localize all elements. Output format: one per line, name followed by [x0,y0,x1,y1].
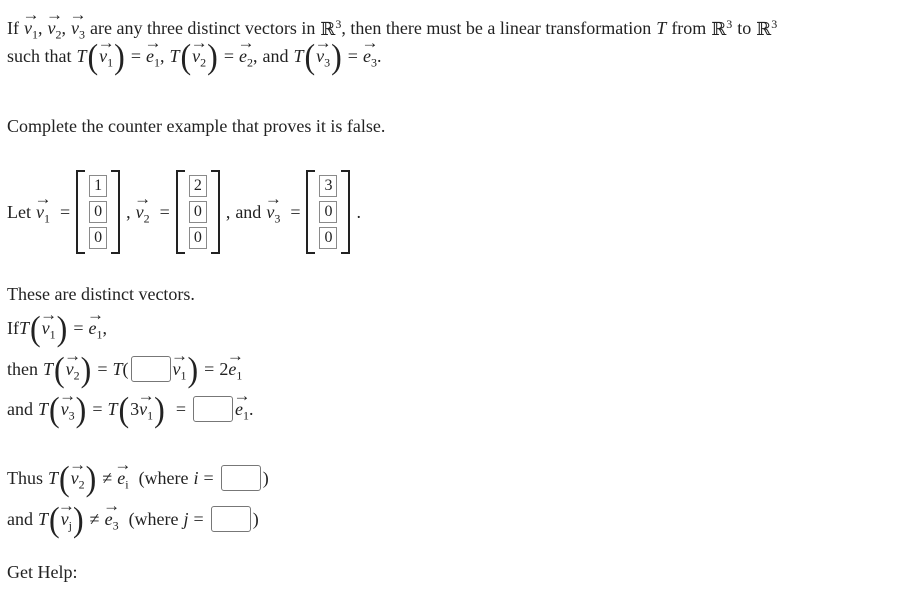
then-statement: then T ( → $v_2$ ) = T ( → $v_1$ ) = 2 → $e_1$ [7,353,242,385]
v1-entry-1[interactable]: 1 [89,175,107,197]
problem-statement-line-2: such that T ( → $v_1$ ) = → $e_1$ , T ( → $v_2$ ) = → $e_2$ , and T ( → $v_3$ ) = → $e_3$ . [7,40,381,72]
scalar-input-v2[interactable] [131,356,171,382]
vector-definitions: Let → $v_1$ = 1 0 0 , → $v_2$ = 2 0 0 , and → $v_3$ = 3 0 0 . [7,170,361,254]
v2-entry-2[interactable]: 0 [189,201,207,223]
if-text: If [7,17,19,38]
codomain-symbol: ℝ$^3$ [756,16,778,39]
and-text: and [235,201,262,222]
if-statement: If T ( → $v_1$ ) = → $e_1$ , [7,312,107,344]
get-help-label: Get Help: [7,562,78,582]
to-text: to [737,17,752,38]
scalar-input-v3[interactable] [193,396,233,422]
v3-entry-1[interactable]: 3 [319,175,337,197]
v3-symbol: → $v_3$ [71,14,85,43]
linear-transformation-text: , then there must be a linear transformation [341,17,652,38]
let-text: Let [7,201,31,222]
domain-symbol: ℝ$^3$ [711,16,733,39]
index-j-input[interactable] [211,506,251,532]
and-text: and [262,45,289,66]
v3-entry-3[interactable]: 0 [319,227,337,249]
and-statement: and T ( → $v_3$ ) = T ( 3 → $v_1$ ) = → $e_1$ . [7,393,253,425]
v1-symbol: → $v_1$ [24,14,38,43]
thus-statement: Thus T ( → $v_2$ ) ≠ → $e_i$ (where i = ) [7,462,269,494]
t-symbol: T [656,17,667,38]
distinct-statement: These are distinct vectors. [7,284,195,304]
v3-matrix [306,170,350,254]
v2-matrix [176,170,220,254]
index-i-input[interactable] [221,465,261,491]
r3-symbol: ℝ$^3$ [320,16,342,39]
v2-symbol: → $v_2$ [48,14,62,43]
v3-entry-2[interactable]: 0 [319,201,337,223]
v2-entry-1[interactable]: 2 [189,175,207,197]
such-that-text: such that [7,45,72,66]
v1-matrix [76,170,120,254]
v1-entry-3[interactable]: 0 [89,227,107,249]
and-j-statement: and T ( → $v_j$ ) ≠ → $e_3$ (where j = ) [7,503,259,535]
from-text: from [671,17,707,38]
v1-entry-2[interactable]: 0 [89,201,107,223]
distinct-vectors-text: are any three distinct vectors in [90,17,316,38]
instruction-text: Complete the counter example that proves it is false. [7,116,386,136]
v2-entry-3[interactable]: 0 [189,227,207,249]
problem-statement-line-1: If → $v_1$ , → $v_2$ , → $v_3$ are any three distinct vectors in ℝ$^3$ , then there must be a linear transformation T from ℝ$^3$ to ℝ$^3$ [7,14,777,43]
